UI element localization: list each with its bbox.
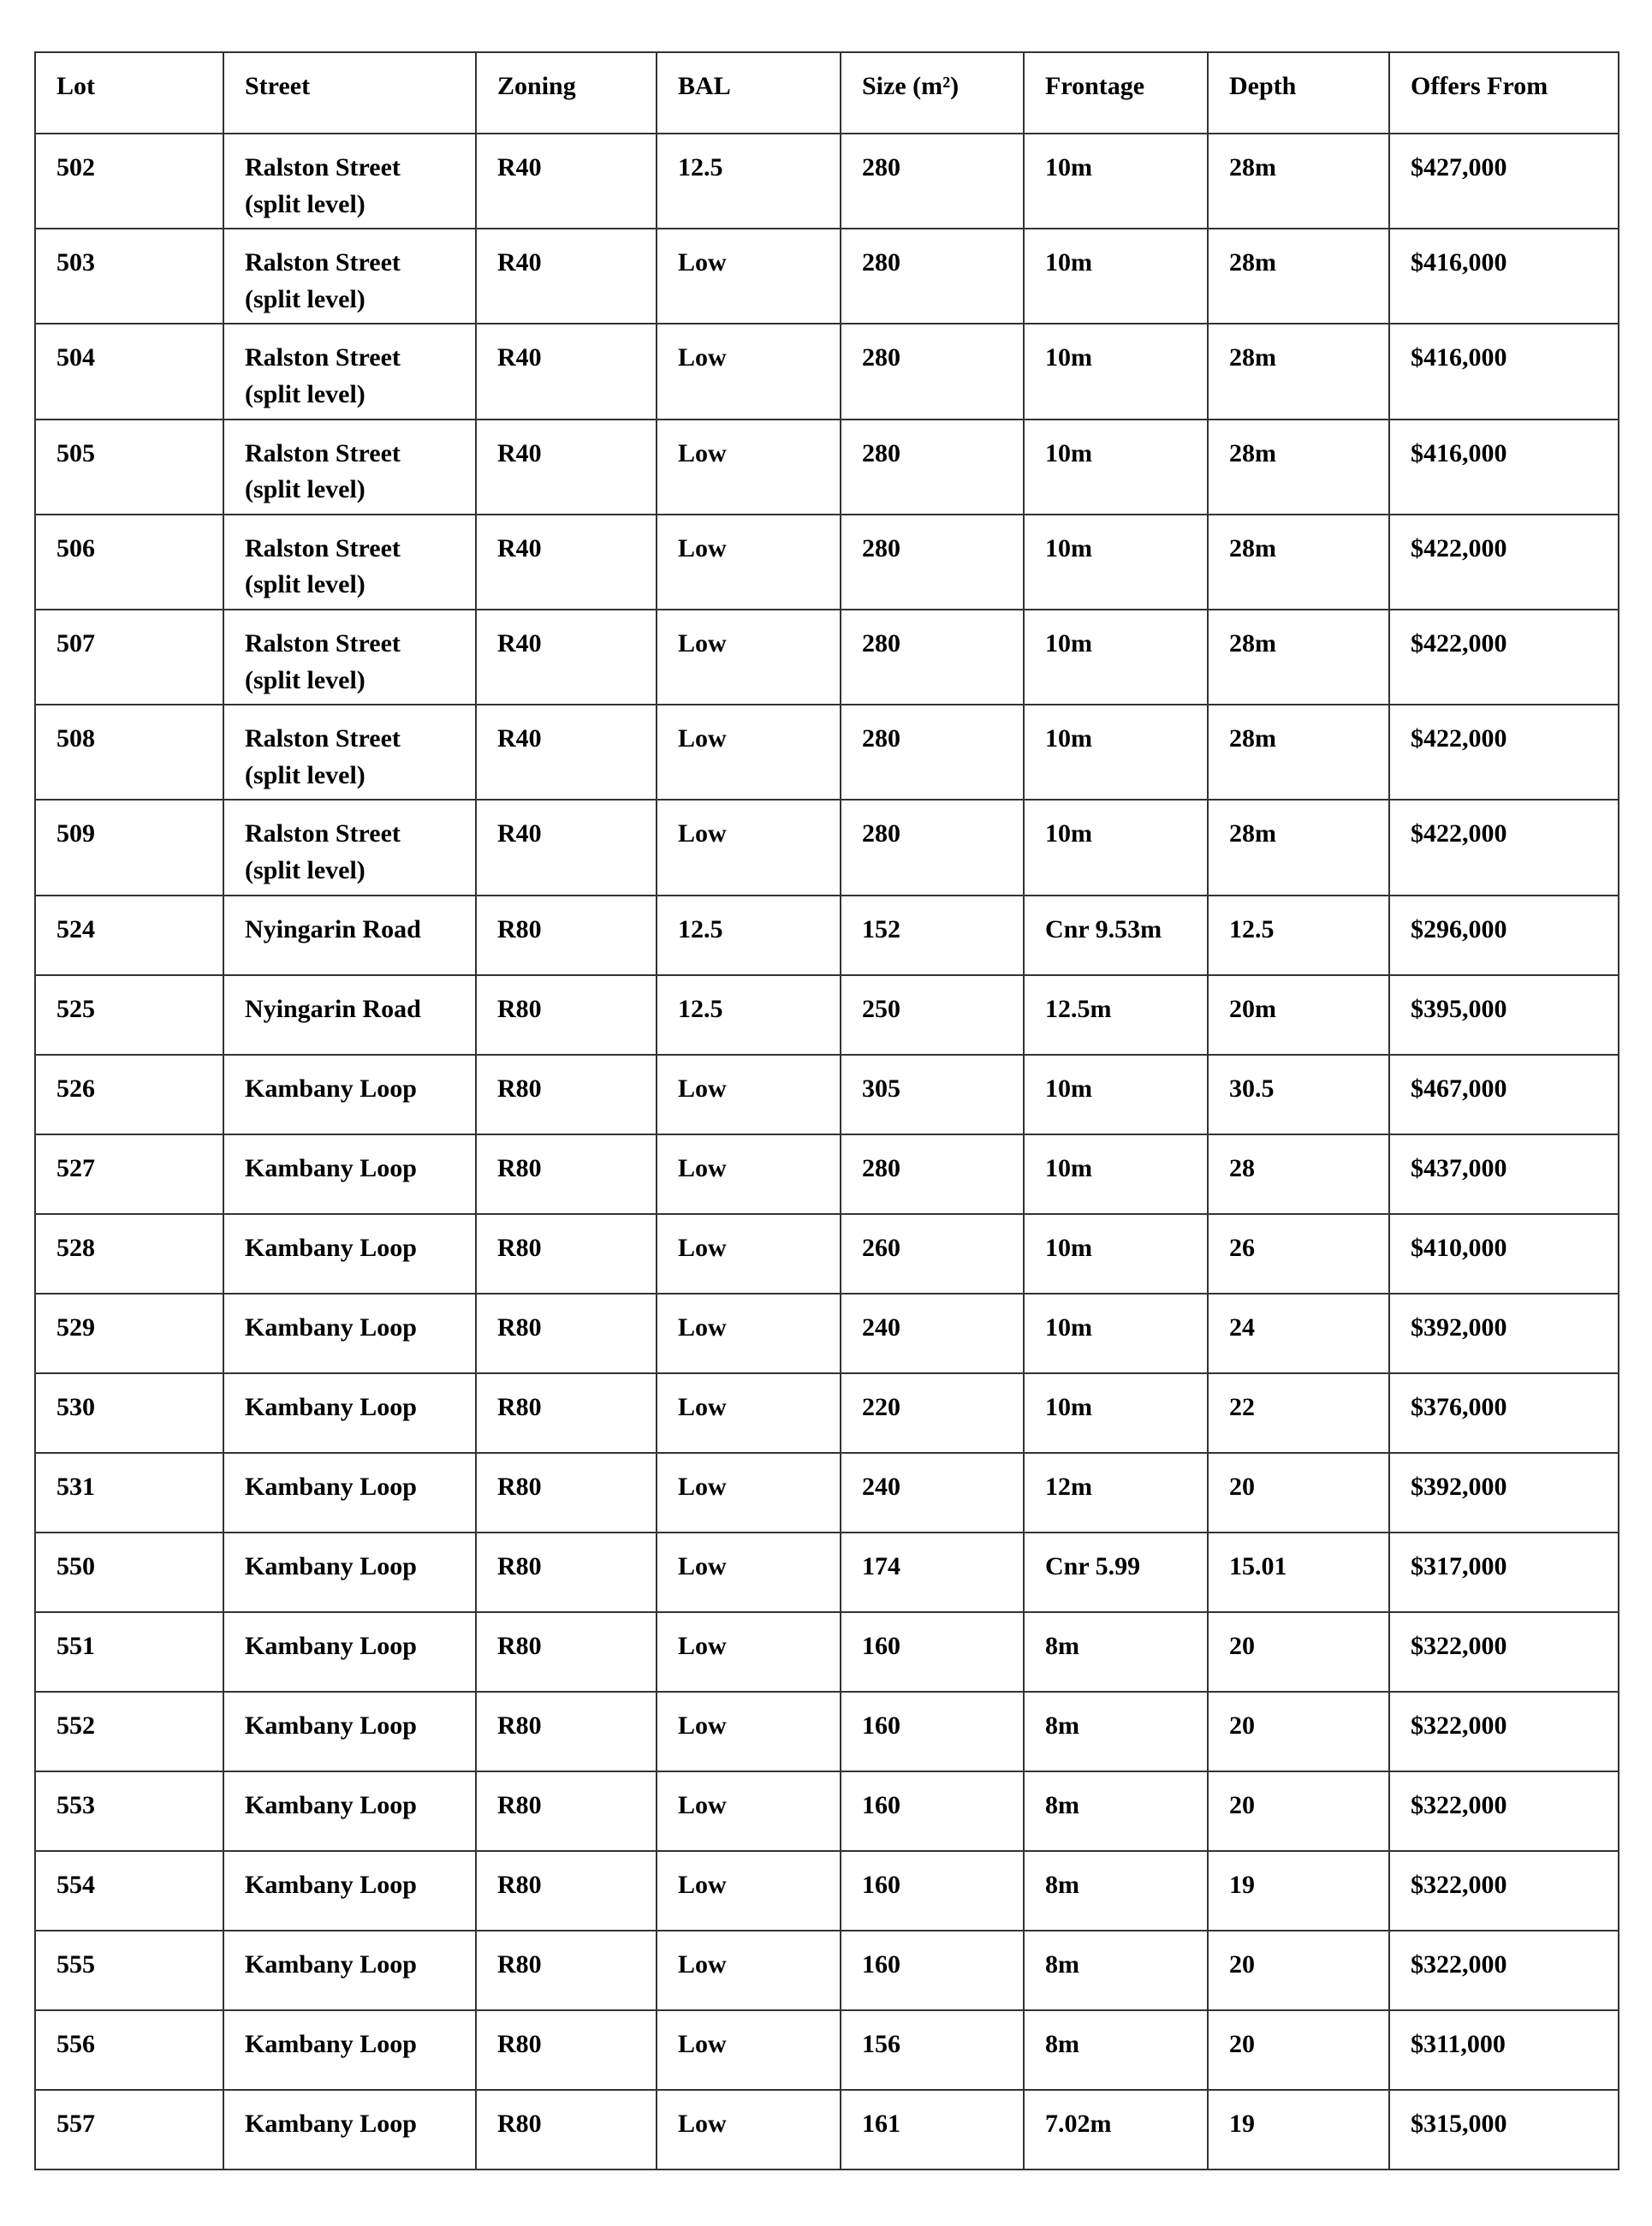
cell-zoning: R40 (476, 515, 657, 610)
table-row (35, 1692, 1619, 1771)
cell-offers: $467,000 (1389, 1055, 1619, 1134)
cell-zoning: R80 (476, 1931, 657, 2010)
cell-offers: $315,000 (1389, 2090, 1619, 2169)
cell-depth: 28m (1208, 800, 1389, 895)
cell-lot: 551 (35, 1612, 223, 1692)
cell-zoning: R80 (476, 896, 657, 975)
table-row (35, 515, 1619, 610)
cell-zoning: R80 (476, 1294, 657, 1373)
cell-bal: 12.5 (657, 975, 841, 1055)
cell-zoning: R40 (476, 134, 657, 229)
cell-lot: 509 (35, 800, 223, 895)
cell-bal: Low (657, 1373, 841, 1453)
cell-depth: 28 (1208, 1134, 1389, 1214)
cell-zoning: R80 (476, 2010, 657, 2090)
cell-frontage: 10m (1024, 229, 1208, 324)
cell-street: Ralston Street (split level) (223, 610, 476, 705)
cell-frontage: 10m (1024, 1294, 1208, 1373)
cell-frontage: 12.5m (1024, 975, 1208, 1055)
cell-bal: Low (657, 1533, 841, 1612)
cell-street: Kambany Loop (223, 1134, 476, 1214)
cell-depth: 15.01 (1208, 1533, 1389, 1612)
cell-lot: 503 (35, 229, 223, 324)
cell-lot: 553 (35, 1771, 223, 1851)
cell-street: Kambany Loop (223, 1771, 476, 1851)
table-row (35, 800, 1619, 895)
cell-zoning: R80 (476, 1692, 657, 1771)
table-row (35, 705, 1619, 800)
cell-zoning: R40 (476, 705, 657, 800)
cell-frontage: 10m (1024, 1055, 1208, 1134)
cell-size: 280 (841, 324, 1024, 419)
cell-zoning: R40 (476, 610, 657, 705)
cell-zoning: R40 (476, 324, 657, 419)
cell-frontage: 10m (1024, 420, 1208, 515)
table-row (35, 610, 1619, 705)
cell-size: 160 (841, 1851, 1024, 1931)
cell-lot: 527 (35, 1134, 223, 1214)
cell-zoning: R80 (476, 2090, 657, 2169)
cell-offers: $322,000 (1389, 1612, 1619, 1692)
cell-street: Ralston Street (split level) (223, 134, 476, 229)
cell-zoning: R80 (476, 1771, 657, 1851)
cell-street: Kambany Loop (223, 1294, 476, 1373)
cell-size: 160 (841, 1612, 1024, 1692)
cell-street: Kambany Loop (223, 1214, 476, 1294)
cell-size: 161 (841, 2090, 1024, 2169)
cell-frontage: 10m (1024, 515, 1208, 610)
cell-depth: 28m (1208, 610, 1389, 705)
table-row (35, 324, 1619, 419)
table-row (35, 229, 1619, 324)
table-row (35, 1453, 1619, 1533)
cell-size: 156 (841, 2010, 1024, 2090)
cell-frontage: 8m (1024, 2010, 1208, 2090)
cell-size: 260 (841, 1214, 1024, 1294)
cell-size: 240 (841, 1294, 1024, 1373)
column-header-frontage: Frontage (1024, 52, 1208, 134)
cell-bal: Low (657, 1692, 841, 1771)
cell-lot: 554 (35, 1851, 223, 1931)
cell-frontage: 8m (1024, 1612, 1208, 1692)
cell-zoning: R80 (476, 1851, 657, 1931)
column-header-offers: Offers From (1389, 52, 1619, 134)
cell-depth: 28m (1208, 324, 1389, 419)
cell-depth: 20 (1208, 2010, 1389, 2090)
table-row (35, 1373, 1619, 1453)
cell-depth: 20 (1208, 1692, 1389, 1771)
cell-lot: 505 (35, 420, 223, 515)
cell-frontage: 8m (1024, 1692, 1208, 1771)
table-row (35, 1533, 1619, 1612)
table-row (35, 975, 1619, 1055)
cell-size: 305 (841, 1055, 1024, 1134)
cell-depth: 20 (1208, 1612, 1389, 1692)
column-header-street: Street (223, 52, 476, 134)
cell-street: Kambany Loop (223, 1851, 476, 1931)
cell-lot: 526 (35, 1055, 223, 1134)
cell-street: Kambany Loop (223, 2010, 476, 2090)
cell-depth: 20 (1208, 1771, 1389, 1851)
cell-zoning: R80 (476, 1453, 657, 1533)
table-row (35, 2010, 1619, 2090)
cell-offers: $322,000 (1389, 1692, 1619, 1771)
cell-frontage: 8m (1024, 1851, 1208, 1931)
table-row (35, 1851, 1619, 1931)
table-row (35, 2090, 1619, 2169)
cell-street: Ralston Street (split level) (223, 515, 476, 610)
cell-lot: 531 (35, 1453, 223, 1533)
cell-lot: 502 (35, 134, 223, 229)
cell-bal: Low (657, 1771, 841, 1851)
cell-zoning: R80 (476, 1134, 657, 1214)
header-row (35, 52, 1619, 134)
cell-bal: Low (657, 420, 841, 515)
cell-depth: 20 (1208, 1453, 1389, 1533)
cell-offers: $296,000 (1389, 896, 1619, 975)
cell-street: Kambany Loop (223, 1055, 476, 1134)
cell-street: Kambany Loop (223, 1373, 476, 1453)
cell-zoning: R40 (476, 420, 657, 515)
column-header-size: Size (m²) (841, 52, 1024, 134)
cell-street: Ralston Street (split level) (223, 800, 476, 895)
cell-size: 280 (841, 1134, 1024, 1214)
cell-size: 280 (841, 229, 1024, 324)
cell-size: 280 (841, 515, 1024, 610)
table-row (35, 1931, 1619, 2010)
cell-street: Kambany Loop (223, 1692, 476, 1771)
cell-lot: 552 (35, 1692, 223, 1771)
cell-depth: 19 (1208, 1851, 1389, 1931)
cell-lot: 555 (35, 1931, 223, 2010)
cell-size: 280 (841, 420, 1024, 515)
cell-lot: 524 (35, 896, 223, 975)
cell-lot: 525 (35, 975, 223, 1055)
cell-size: 280 (841, 800, 1024, 895)
table-row (35, 1771, 1619, 1851)
cell-street: Ralston Street (split level) (223, 705, 476, 800)
cell-offers: $395,000 (1389, 975, 1619, 1055)
cell-size: 174 (841, 1533, 1024, 1612)
cell-street: Kambany Loop (223, 1931, 476, 2010)
cell-bal: Low (657, 705, 841, 800)
cell-bal: Low (657, 610, 841, 705)
cell-offers: $376,000 (1389, 1373, 1619, 1453)
cell-offers: $311,000 (1389, 2010, 1619, 2090)
cell-street: Kambany Loop (223, 1533, 476, 1612)
cell-bal: 12.5 (657, 896, 841, 975)
cell-lot: 529 (35, 1294, 223, 1373)
cell-lot: 508 (35, 705, 223, 800)
cell-bal: Low (657, 1453, 841, 1533)
cell-offers: $422,000 (1389, 515, 1619, 610)
cell-lot: 550 (35, 1533, 223, 1612)
cell-frontage: 7.02m (1024, 2090, 1208, 2169)
cell-frontage: 10m (1024, 324, 1208, 419)
cell-frontage: 10m (1024, 800, 1208, 895)
cell-frontage: 8m (1024, 1771, 1208, 1851)
cell-offers: $317,000 (1389, 1533, 1619, 1612)
cell-frontage: Cnr 9.53m (1024, 896, 1208, 975)
cell-bal: Low (657, 324, 841, 419)
cell-bal: Low (657, 2010, 841, 2090)
cell-bal: Low (657, 1214, 841, 1294)
cell-size: 240 (841, 1453, 1024, 1533)
cell-frontage: Cnr 5.99 (1024, 1533, 1208, 1612)
cell-offers: $392,000 (1389, 1453, 1619, 1533)
cell-frontage: 10m (1024, 1214, 1208, 1294)
table-row (35, 134, 1619, 229)
cell-bal: Low (657, 2090, 841, 2169)
cell-depth: 20m (1208, 975, 1389, 1055)
cell-offers: $416,000 (1389, 229, 1619, 324)
cell-offers: $422,000 (1389, 800, 1619, 895)
cell-street: Ralston Street (split level) (223, 420, 476, 515)
column-header-zoning: Zoning (476, 52, 657, 134)
cell-offers: $416,000 (1389, 420, 1619, 515)
cell-offers: $422,000 (1389, 705, 1619, 800)
cell-zoning: R80 (476, 1373, 657, 1453)
cell-zoning: R40 (476, 229, 657, 324)
cell-lot: 504 (35, 324, 223, 419)
column-header-depth: Depth (1208, 52, 1389, 134)
table-row (35, 1055, 1619, 1134)
cell-depth: 28m (1208, 134, 1389, 229)
cell-size: 160 (841, 1771, 1024, 1851)
cell-street: Nyingarin Road (223, 975, 476, 1055)
cell-offers: $322,000 (1389, 1931, 1619, 2010)
cell-depth: 22 (1208, 1373, 1389, 1453)
cell-offers: $322,000 (1389, 1851, 1619, 1931)
cell-bal: Low (657, 1134, 841, 1214)
lot-price-table (34, 51, 1619, 2170)
cell-frontage: 10m (1024, 705, 1208, 800)
cell-frontage: 10m (1024, 1134, 1208, 1214)
cell-size: 280 (841, 610, 1024, 705)
cell-zoning: R80 (476, 1214, 657, 1294)
cell-depth: 26 (1208, 1214, 1389, 1294)
column-header-bal: BAL (657, 52, 841, 134)
cell-bal: Low (657, 1055, 841, 1134)
cell-zoning: R80 (476, 975, 657, 1055)
table-row (35, 1214, 1619, 1294)
cell-lot: 528 (35, 1214, 223, 1294)
cell-offers: $422,000 (1389, 610, 1619, 705)
cell-size: 220 (841, 1373, 1024, 1453)
cell-street: Nyingarin Road (223, 896, 476, 975)
cell-zoning: R80 (476, 1533, 657, 1612)
cell-lot: 557 (35, 2090, 223, 2169)
cell-street: Kambany Loop (223, 1612, 476, 1692)
table-row (35, 1612, 1619, 1692)
table-body (35, 134, 1619, 2169)
cell-bal: Low (657, 1851, 841, 1931)
cell-bal: Low (657, 1294, 841, 1373)
cell-street: Ralston Street (split level) (223, 324, 476, 419)
cell-bal: Low (657, 800, 841, 895)
cell-depth: 12.5 (1208, 896, 1389, 975)
cell-depth: 28m (1208, 420, 1389, 515)
cell-zoning: R80 (476, 1612, 657, 1692)
cell-lot: 507 (35, 610, 223, 705)
cell-frontage: 10m (1024, 610, 1208, 705)
cell-depth: 28m (1208, 515, 1389, 610)
cell-depth: 28m (1208, 229, 1389, 324)
cell-depth: 28m (1208, 705, 1389, 800)
cell-street: Ralston Street (split level) (223, 229, 476, 324)
cell-street: Kambany Loop (223, 2090, 476, 2169)
cell-bal: Low (657, 1931, 841, 2010)
cell-depth: 24 (1208, 1294, 1389, 1373)
table-row (35, 420, 1619, 515)
cell-frontage: 10m (1024, 134, 1208, 229)
cell-lot: 506 (35, 515, 223, 610)
table-row (35, 1134, 1619, 1214)
cell-offers: $427,000 (1389, 134, 1619, 229)
cell-depth: 30.5 (1208, 1055, 1389, 1134)
cell-zoning: R40 (476, 800, 657, 895)
cell-bal: 12.5 (657, 134, 841, 229)
column-header-lot: Lot (35, 52, 223, 134)
cell-size: 160 (841, 1931, 1024, 2010)
cell-lot: 530 (35, 1373, 223, 1453)
cell-bal: Low (657, 1612, 841, 1692)
cell-depth: 19 (1208, 2090, 1389, 2169)
table-row (35, 896, 1619, 975)
cell-depth: 20 (1208, 1931, 1389, 2010)
cell-size: 160 (841, 1692, 1024, 1771)
cell-bal: Low (657, 229, 841, 324)
cell-bal: Low (657, 515, 841, 610)
cell-offers: $322,000 (1389, 1771, 1619, 1851)
table-header (35, 52, 1619, 134)
cell-size: 280 (841, 134, 1024, 229)
cell-frontage: 8m (1024, 1931, 1208, 2010)
cell-size: 280 (841, 705, 1024, 800)
cell-zoning: R80 (476, 1055, 657, 1134)
cell-frontage: 12m (1024, 1453, 1208, 1533)
table-row (35, 1294, 1619, 1373)
cell-offers: $416,000 (1389, 324, 1619, 419)
cell-street: Kambany Loop (223, 1453, 476, 1533)
cell-offers: $437,000 (1389, 1134, 1619, 1214)
cell-size: 152 (841, 896, 1024, 975)
cell-offers: $410,000 (1389, 1214, 1619, 1294)
cell-lot: 556 (35, 2010, 223, 2090)
cell-offers: $392,000 (1389, 1294, 1619, 1373)
cell-frontage: 10m (1024, 1373, 1208, 1453)
cell-size: 250 (841, 975, 1024, 1055)
